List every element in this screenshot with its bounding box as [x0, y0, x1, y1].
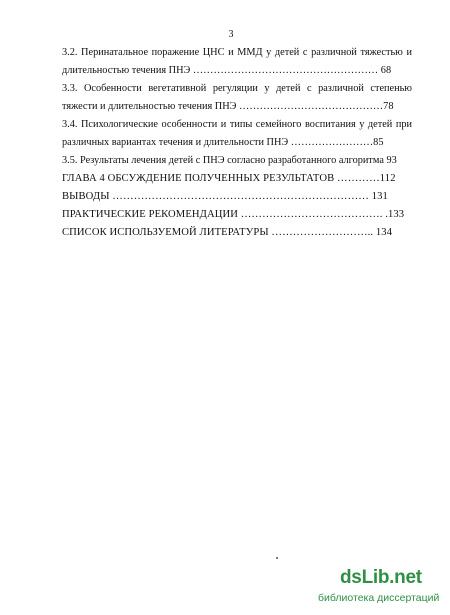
toc-entry-recommendations: ПРАКТИЧЕСКИЕ РЕКОМЕНДАЦИИ …………………………………. .133	[62, 209, 405, 220]
toc-entry-3-3-line-1: 3.3. Особенности вегетативной регуляции у детей с различной степенью	[62, 83, 412, 94]
dslib-watermark	[318, 567, 440, 607]
toc-entry-bibliography: СПИСОК ИСПОЛЬЗУЕМОЙ ЛИТЕРАТУРЫ ……………………….. 134	[62, 227, 393, 238]
toc-entry-3-4-line-2: различных вариантах течения и длительности ПНЭ ……………………85	[62, 137, 384, 148]
toc-entry-chapter-4: ГЛАВА 4 ОБСУЖДЕНИЕ ПОЛУЧЕННЫХ РЕЗУЛЬТАТОВ …………112	[62, 173, 396, 184]
toc-entry-3-2-line-2: длительностью течения ПНЭ ……………………………………………… 68	[62, 65, 392, 76]
toc-entry-3-5: 3.5. Результаты лечения детей с ПНЭ согласно разработанного алгоритма 93	[62, 155, 397, 166]
toc-entry-conclusions: ВЫВОДЫ ……………………………………………………………… 131	[62, 191, 388, 202]
toc-entry-3-4-line-1: 3.4. Психологические особенности и типы семейного воспитания у детей при	[62, 119, 412, 130]
toc-entry-3-3-line-2: тяжести и длительностью течения ПНЭ ……………………………………78	[62, 101, 394, 112]
watermark-subtitle: библиотека диссертаций	[318, 592, 440, 604]
stray-dot	[276, 557, 278, 559]
page-number: 3	[228, 29, 234, 40]
watermark-brand: dsLib.net	[340, 567, 422, 588]
table-of-contents	[62, 44, 412, 242]
toc-entry-3-2-line-1: 3.2. Перинатальное поражение ЦНС и ММД у детей с различной тяжестью и	[62, 47, 412, 58]
